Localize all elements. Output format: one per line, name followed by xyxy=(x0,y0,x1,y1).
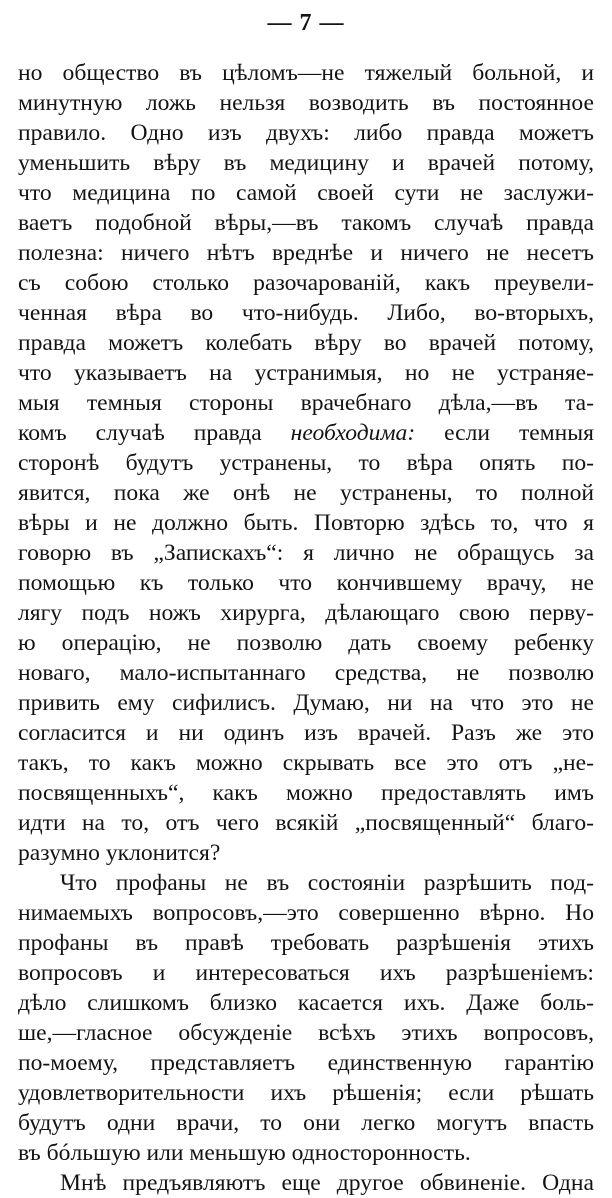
text-line: минутную ложь нельзя возводить въ постоянное xyxy=(18,90,594,116)
text-line: Мнѣ предъявляютъ еще другое обвиненіе. Одна xyxy=(60,1170,594,1196)
text-line: ше,—гласное обсужденіе всѣхъ этихъ вопросовъ, xyxy=(18,1020,594,1046)
text-line: согласится и ни одинъ изъ врачей. Разъ же это xyxy=(18,720,594,746)
text-line: дѣло слишкомъ близко касается ихъ. Даже боль- xyxy=(18,990,594,1016)
text-line: сторонѣ будутъ устранены, то вѣра опять по- xyxy=(18,450,594,476)
text-line: идти на то, отъ чего всякій „посвященный“ благо- xyxy=(18,810,594,836)
text-line: новаго, мало-испытаннаго средства, не позволю xyxy=(18,660,594,686)
text-line: ваетъ подобной вѣры,—въ такомъ случаѣ правда xyxy=(18,210,594,236)
text-line: помощью къ только что кончившему врачу, не xyxy=(18,570,594,596)
paragraph-2 xyxy=(18,868,594,1168)
text-fragment: комъ случаѣ правда xyxy=(18,420,262,446)
text-line: что медицина по самой своей сути не заслужи- xyxy=(18,180,594,206)
text-line: по-моему, представляетъ единственную гарантію xyxy=(18,1050,594,1076)
text-line: такъ, то какъ можно скрывать все это отъ „не- xyxy=(18,750,594,776)
text-line: привить ему сифилисъ. Думаю, ни на что это не xyxy=(18,690,594,716)
text-line: будутъ одни врачи, то они легко могутъ впасть xyxy=(18,1110,594,1136)
paragraph-3 xyxy=(18,1168,594,1198)
text-line: уменьшить вѣру въ медицину и врачей потому, xyxy=(18,150,594,176)
text-line: правило. Одно изъ двухъ: либо правда можетъ xyxy=(18,120,594,146)
text-line: ченная вѣра во что-нибудь. Либо, во-вторыхъ, xyxy=(18,300,594,326)
text-line: въ бóльшую или меньшую односторонность. xyxy=(18,1140,471,1166)
text-line: удовлетворительности ихъ рѣшенія; если рѣшать xyxy=(18,1080,594,1106)
text-line: лягу подъ ножъ хирурга, дѣлающаго свою перву- xyxy=(18,600,594,626)
text-line: ю операцію, не позволю дать своему ребенку xyxy=(18,630,594,656)
text-line: разумно уклонится? xyxy=(18,840,221,866)
text-line: профаны въ правѣ требовать разрѣшенія этихъ xyxy=(18,930,594,956)
body-text xyxy=(18,58,594,1198)
text-line: вѣры и не должно быть. Повторю здѣсь то, что я xyxy=(18,510,594,536)
text-line: что указываетъ на устранимыя, но не устраняе- xyxy=(18,360,594,386)
text-line: явится, пока же онѣ не устранены, то полной xyxy=(18,480,594,506)
text-line: вопросовъ и интересоваться ихъ разрѣшеніемъ: xyxy=(18,960,594,986)
text-line: съ собою столько разочарованій, какъ преувели- xyxy=(18,270,594,296)
page-number: — 7 — xyxy=(267,10,345,36)
text-line: нимаемыхъ вопросовъ,—это совершенно вѣрно. Но xyxy=(18,900,594,926)
emphasized-word: необходима: xyxy=(290,420,416,446)
text-line: мыя темныя стороны врачебнаго дѣла,—въ та- xyxy=(18,390,594,416)
text-line: но общество въ цѣломъ—не тяжелый больной, и xyxy=(18,60,594,86)
text-line-with-emphasis xyxy=(18,418,594,448)
text-line: полезна: ничего нѣтъ вреднѣе и ничего не несетъ xyxy=(18,240,594,266)
text-line: говорю въ „Запискахъ“: я лично не обращусь за xyxy=(18,540,594,566)
text-line: Что профаны не въ состояніи разрѣшить под- xyxy=(60,870,594,896)
paragraph-1 xyxy=(18,58,594,868)
text-line: правда можетъ колебать вѣру во врачей потому, xyxy=(18,330,594,356)
text-line: посвященныхъ“, какъ можно предоставлять имъ xyxy=(18,780,594,806)
text-fragment: если темныя xyxy=(444,420,595,446)
